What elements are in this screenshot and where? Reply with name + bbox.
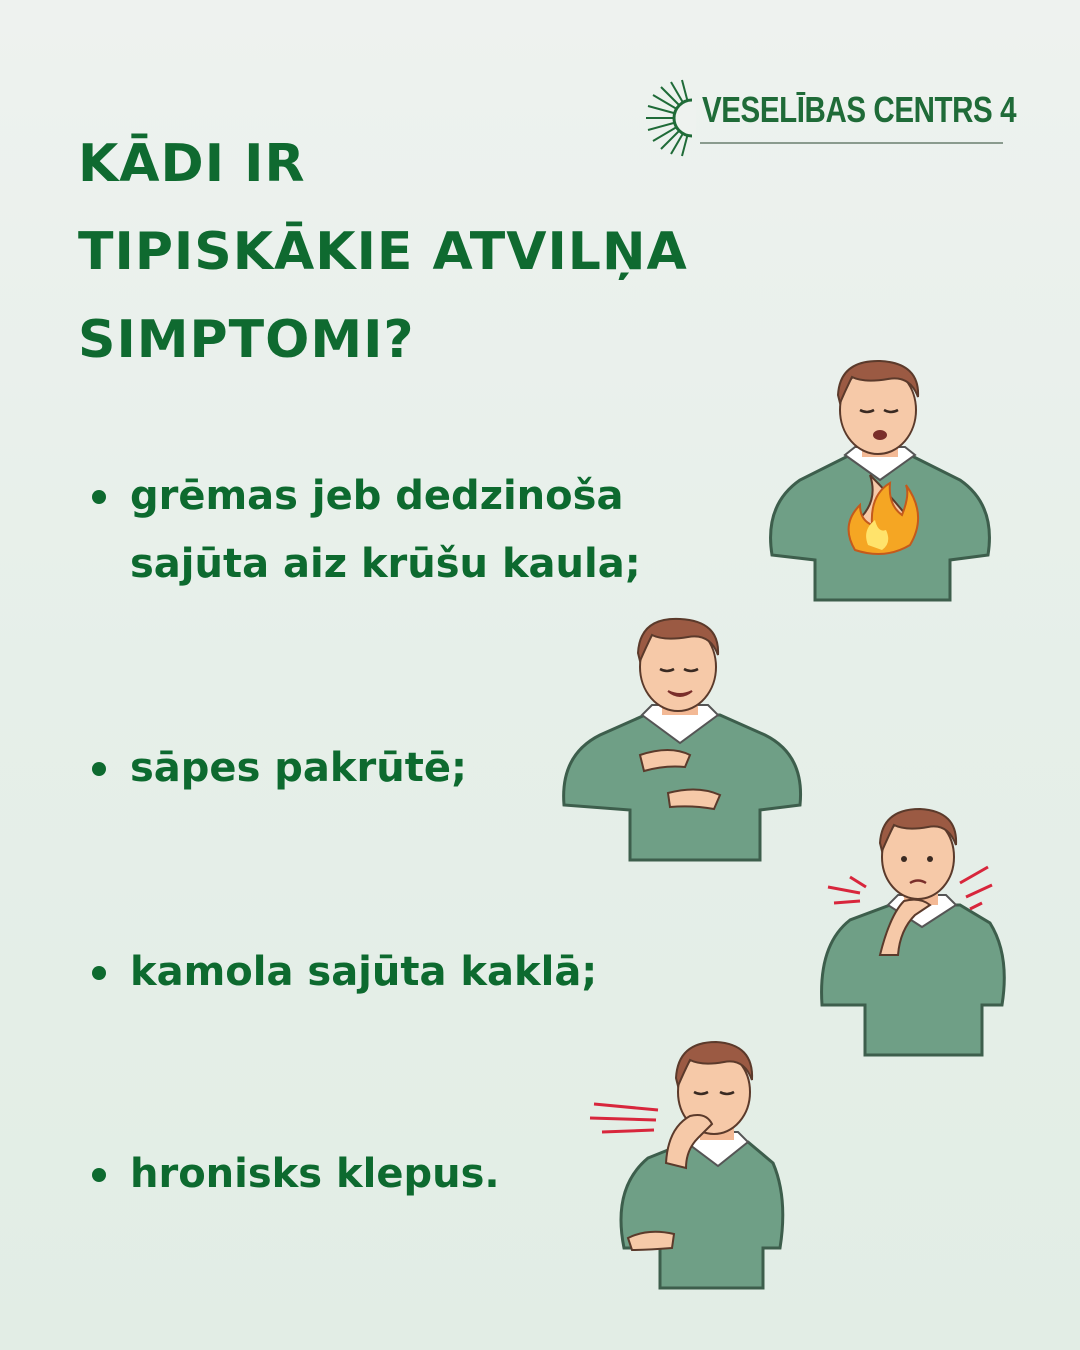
symptom-text: grēmas jeb dedzinoša [130, 473, 624, 519]
symptom-item-throat-lump [92, 944, 597, 1000]
symptom-text: hronisks klepus. [130, 1151, 500, 1197]
brand-logo [640, 78, 1017, 158]
logo-underline [700, 142, 1003, 144]
brand-name: VESELĪBAS CENTRS 4 [702, 89, 1017, 130]
symptom-text: sāpes pakrūtē; [130, 745, 467, 791]
symptom-item-cough [92, 1146, 500, 1202]
title-line: KĀDI IR [78, 134, 306, 194]
man-heartburn-icon [760, 355, 1000, 610]
bullet-icon [92, 966, 106, 980]
bullet-icon [92, 1168, 106, 1182]
symptom-text: kamola sajūta kaklā; [130, 949, 598, 995]
bullet-icon [92, 762, 106, 776]
bullet-icon [92, 490, 106, 504]
title-line: SIMPTOMI? [78, 310, 415, 370]
title-line: TIPISKĀKIE ATVILŅA [78, 222, 688, 282]
symptom-item-heartburn [92, 468, 641, 592]
page-title [78, 120, 688, 384]
symptom-text: sajūta aiz krūšu kaula; [130, 541, 641, 587]
symptom-item-chest-pain [92, 740, 467, 796]
man-throat-lump-icon [820, 805, 1010, 1065]
man-coughing-icon [588, 1038, 788, 1298]
man-chest-pain-icon [560, 615, 805, 870]
